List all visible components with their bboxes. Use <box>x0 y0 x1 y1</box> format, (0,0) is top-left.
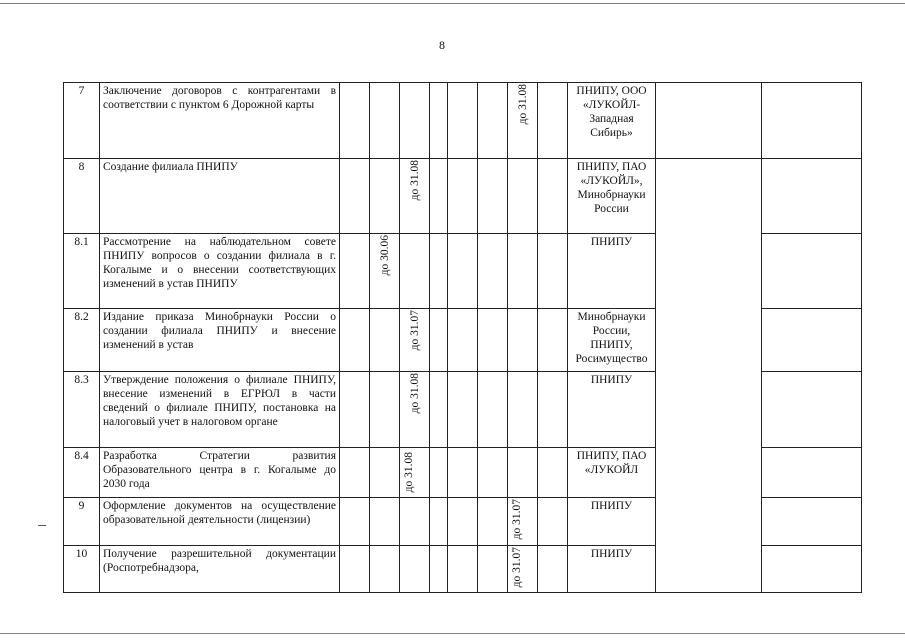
deadline-cell: до 31.08 <box>508 83 538 159</box>
deadline-cell: до 31.08 <box>400 372 430 448</box>
responsible-cell: ПНИПУ <box>568 545 656 592</box>
table-row <box>64 83 862 159</box>
responsible-cell: Минобрнауки России, ПНИПУ, Росимущество <box>568 309 656 372</box>
row-number: 8 <box>64 159 100 234</box>
task-title: Издание приказа Минобрнауки России о создании филиала ПНИПУ и внесение изменений в устав <box>100 309 340 372</box>
row-number: 9 <box>64 498 100 545</box>
responsible-cell: ПНИПУ, ООО «ЛУКОЙЛ-Западная Сибирь» <box>568 83 656 159</box>
margin-mark <box>38 525 46 526</box>
deadline-cell: до 31.07 <box>508 545 538 592</box>
notes-cell <box>762 545 862 592</box>
bottom-border-line <box>0 633 905 634</box>
page-number: 8 <box>439 38 445 52</box>
task-title: Заключение договоров с контрагентами в соответствии с пунктом 6 Дорожной карты <box>100 83 340 159</box>
row-number: 10 <box>64 545 100 592</box>
row-number: 8.1 <box>64 234 100 309</box>
deadline-cell: до 31.08 <box>400 159 430 234</box>
responsible-cell: ПНИПУ <box>568 234 656 309</box>
deadline-cell: до 31.07 <box>508 498 538 545</box>
row-number: 7 <box>64 83 100 159</box>
row-number: 8.2 <box>64 309 100 372</box>
top-border-line <box>0 3 905 4</box>
row-number: 8.3 <box>64 372 100 448</box>
responsible-cell: ПНИПУ, ПАО «ЛУКОЙЛ», Минобрнауки России <box>568 159 656 234</box>
deadline-cell: до 30.06 <box>370 234 400 309</box>
task-title: Оформление документов на осуществление образовательной деятельности (лицензии) <box>100 498 340 545</box>
table-row <box>64 159 862 234</box>
row-number: 8.4 <box>64 448 100 498</box>
task-title: Создание филиала ПНИПУ <box>100 159 340 234</box>
task-title: Рассмотрение на наблюдательном совете ПНИПУ вопросов о создании филиала в г. Когалыме и о внесении соответствующих изменений в устав ПНИПУ <box>100 234 340 309</box>
notes-merged-cell <box>656 83 762 159</box>
responsible-cell: ПНИПУ <box>568 498 656 545</box>
task-title: Разработка Стратегии развития Образовательного центра в г. Когалыме до 2030 года <box>100 448 340 498</box>
notes-merged-cell <box>656 159 762 593</box>
responsible-cell: ПНИПУ <box>568 372 656 448</box>
deadline-cell: до 31.08 <box>400 448 430 498</box>
deadline-cell: до 31.07 <box>400 309 430 372</box>
task-title: Утверждение положения о филиале ПНИПУ, внесение изменений в ЕГРЮЛ в части сведений о филиале ПНИПУ, постановка на налоговый учет в налоговом органе <box>100 372 340 448</box>
task-title: Получение разрешительной документации (Роспотребнадзора, <box>100 545 340 592</box>
roadmap-table <box>63 82 862 593</box>
responsible-cell: ПНИПУ, ПАО «ЛУКОЙЛ <box>568 448 656 498</box>
